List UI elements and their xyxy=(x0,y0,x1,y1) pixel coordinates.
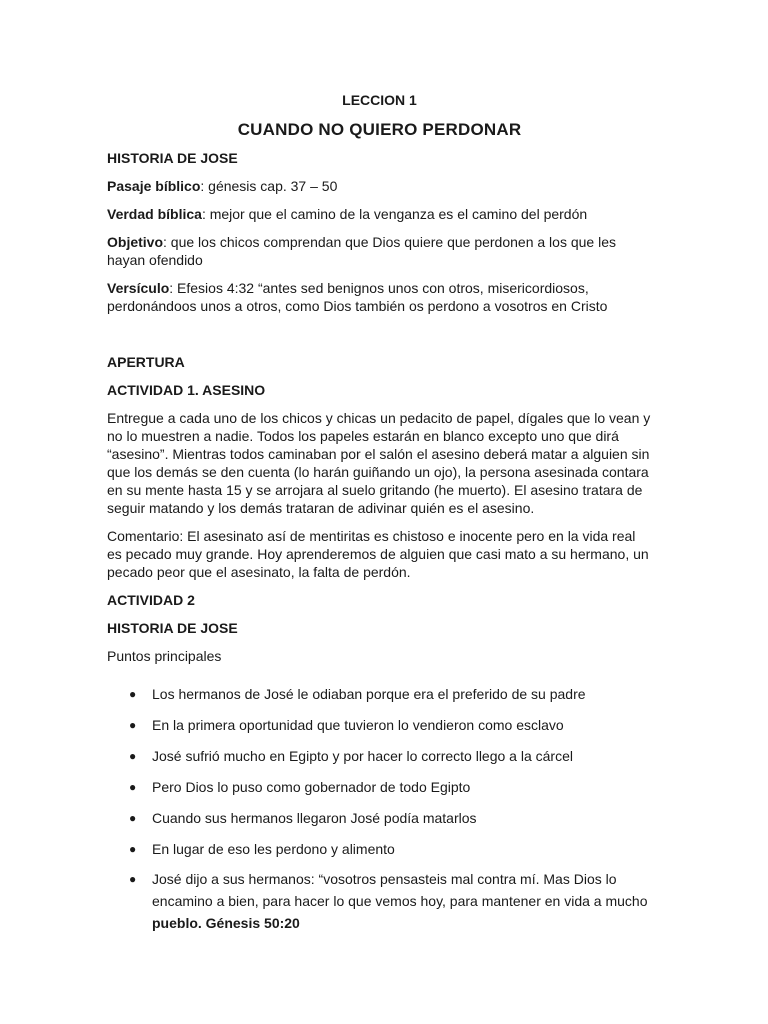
list-item-text: En lugar de eso les perdono y alimento xyxy=(152,841,395,857)
bullet-icon: ● xyxy=(129,749,137,763)
list-item-quote xyxy=(107,868,652,934)
field-objective-label: Objetivo xyxy=(107,234,164,250)
list-item xyxy=(107,685,652,703)
bullet-icon: ● xyxy=(129,842,137,856)
lesson-number: LECCION 1 xyxy=(342,92,417,108)
field-objective-text: : que los chicos comprendan que Dios quiere que perdonen a los que les hayan ofendido xyxy=(107,234,616,268)
field-verse xyxy=(107,279,652,315)
points-intro: Puntos principales xyxy=(107,648,222,664)
field-passage xyxy=(107,177,652,195)
quote-reference: pueblo. Génesis 50:20 xyxy=(152,915,300,931)
list-item-text: Cuando sus hermanos llegaron José podía matarlos xyxy=(152,810,477,826)
list-item-text: José sufrió mucho en Egipto y por hacer lo correcto llego a la cárcel xyxy=(152,748,573,764)
field-verse-label: Versículo xyxy=(107,280,170,296)
field-truth xyxy=(107,205,652,223)
lesson-title: CUANDO NO QUIERO PERDONAR xyxy=(237,120,522,139)
field-objective xyxy=(107,233,652,269)
story-heading-top: HISTORIA DE JOSE xyxy=(107,150,238,166)
field-passage-text: : génesis cap. 37 – 50 xyxy=(200,178,338,194)
story-heading: HISTORIA DE JOSE xyxy=(107,620,238,636)
field-verse-text: : Efesios 4:32 “antes sed benignos unos con otros, misericordiosos, perdonándoos unos a otros, como Dios también os perdono a vosotros en Cristo xyxy=(107,280,608,314)
comment-text: Comentario: El asesinato así de mentiritas es chistoso e inocente pero en la vida real es pecado muy grande. Hoy aprenderemos de alguien que casi mato a su hermano, un pecado peor que el asesinato, la falta de perdón. xyxy=(107,528,649,580)
list-item xyxy=(107,809,652,827)
activity1-text: Entregue a cada uno de los chicos y chicas un pedacito de papel, dígales que lo vean y no lo muestren a nadie. Todos los papeles estarán en blanco excepto uno que dirá “asesino”. Mientras todos caminaban por el salón el asesino deberá matar a alguien sin que los demás se den cuenta (lo harán guiñando un ojo), la persona asesinada contara en su mente hasta 15 y se arrojara al suelo gritando (he muerto). El asesino tratara de seguir matando y los demás trataran de adivinar quién es el asesino. xyxy=(107,410,651,516)
bullet-icon: ● xyxy=(129,780,137,794)
list-item-text: En la primera oportunidad que tuvieron lo vendieron como esclavo xyxy=(152,717,564,733)
field-truth-label: Verdad bíblica xyxy=(107,206,202,222)
field-truth-text: : mejor que el camino de la venganza es el camino del perdón xyxy=(201,206,588,222)
bullet-icon: ● xyxy=(129,687,137,701)
quote-text: José dijo a sus hermanos: “vosotros pensasteis mal contra mí. Mas Dios lo encamino a bien, para hacer lo que vemos hoy, para mantener en vida a mucho xyxy=(152,871,648,909)
bullet-icon: ● xyxy=(129,811,137,825)
list-item-text: Los hermanos de José le odiaban porque era el preferido de su padre xyxy=(152,686,586,702)
section-spacer xyxy=(107,325,652,353)
field-passage-label: Pasaje bíblico xyxy=(107,178,201,194)
list-item xyxy=(107,840,652,858)
list-item-text: Pero Dios lo puso como gobernador de todo Egipto xyxy=(152,779,471,795)
list-item xyxy=(107,716,652,734)
apertura-heading: APERTURA xyxy=(107,354,185,370)
list-item xyxy=(107,747,652,765)
activity2-heading: ACTIVIDAD 2 xyxy=(107,592,195,608)
document-content xyxy=(107,91,652,947)
activity1-heading: ACTIVIDAD 1. ASESINO xyxy=(107,382,266,398)
bullet-icon: ● xyxy=(129,872,137,886)
list-item xyxy=(107,778,652,796)
main-points-list xyxy=(107,685,652,934)
bullet-icon: ● xyxy=(129,718,137,732)
